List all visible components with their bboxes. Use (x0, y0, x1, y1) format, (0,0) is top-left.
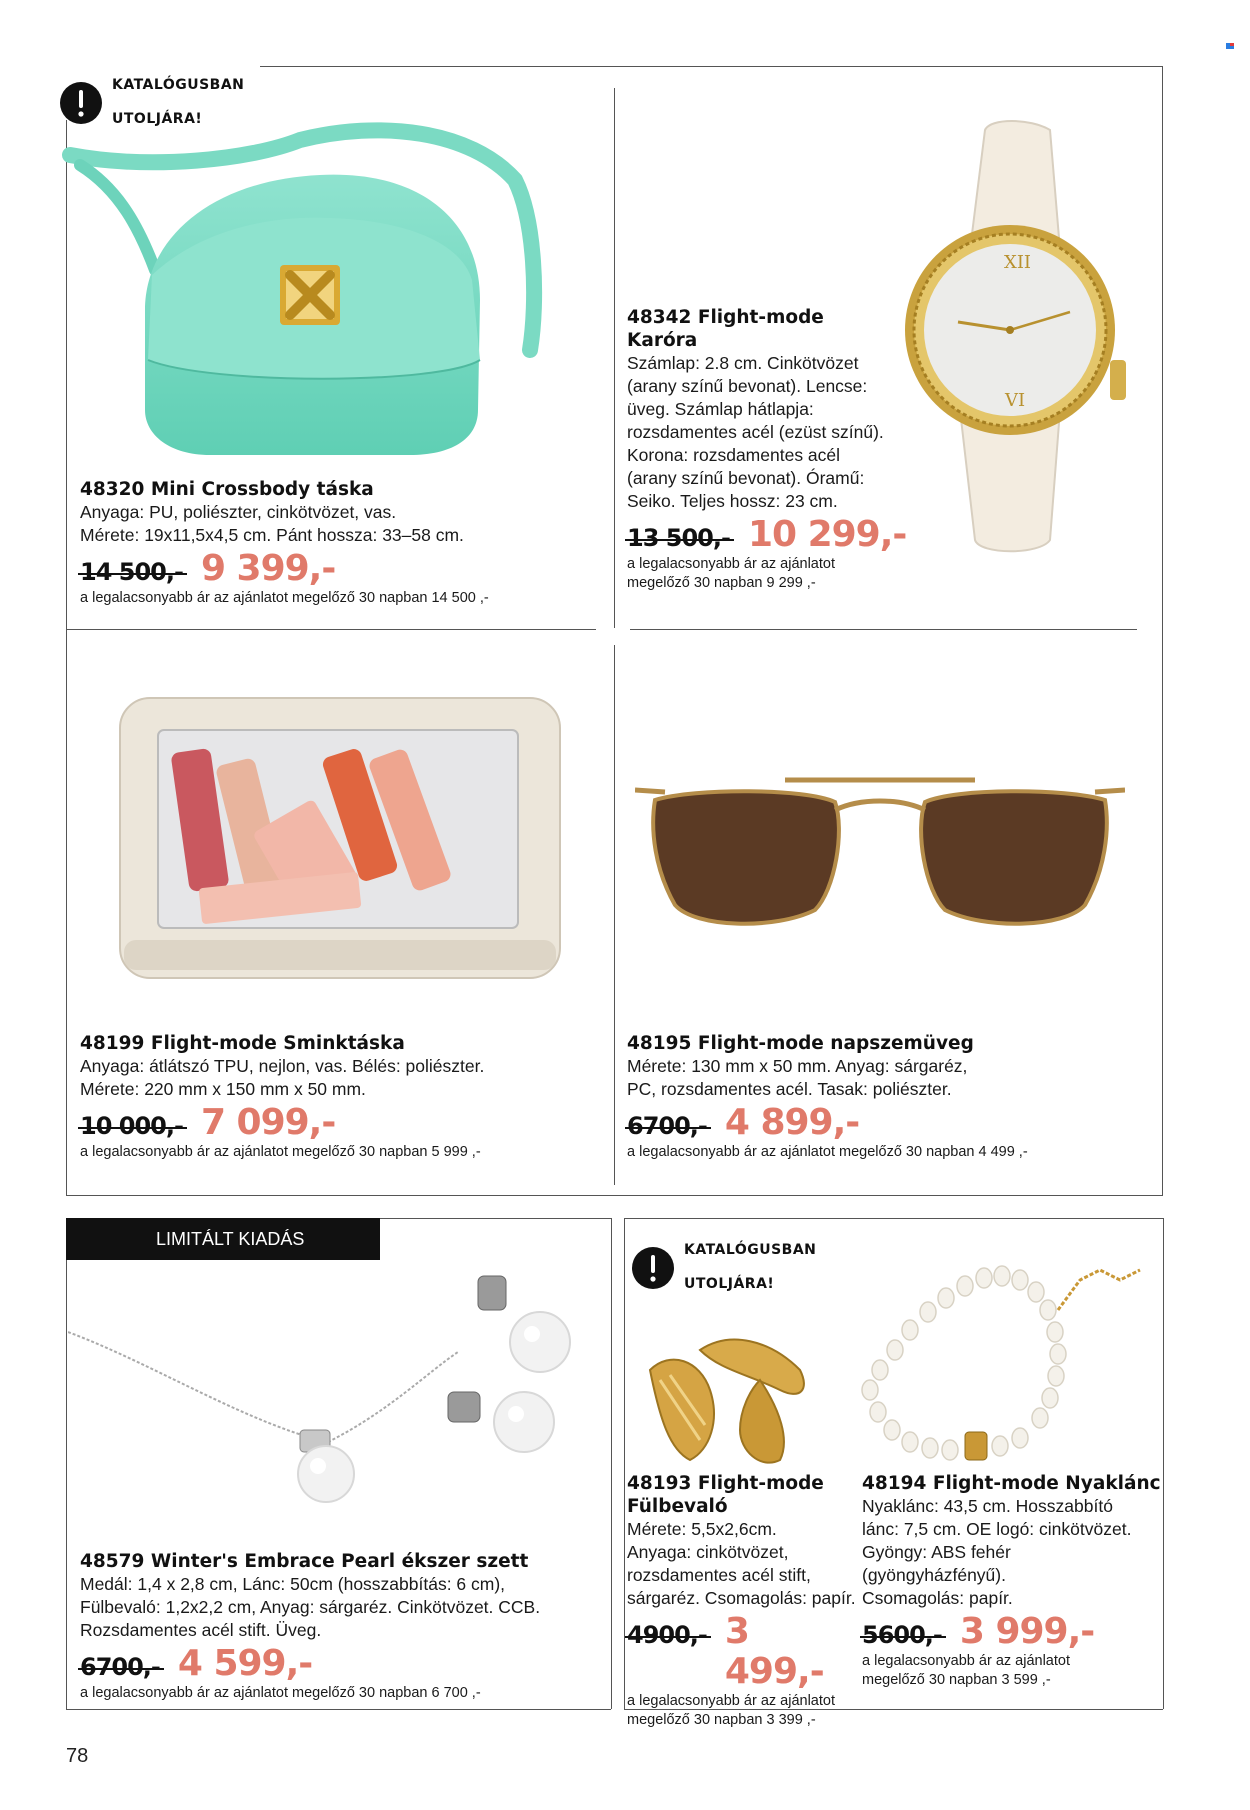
sunglasses-image (635, 760, 1125, 940)
old-price: 13 500,- (627, 524, 730, 552)
ribbon-label: LIMITÁLT KIADÁS (156, 1228, 305, 1249)
old-price: 4900,- (627, 1621, 707, 1649)
makeup-bag-image (110, 690, 570, 990)
lowest-price-note: a legalacsonyabb ár az ajánlatot megelőző 30 napban 3 399 ,- (627, 1693, 835, 1728)
bottom-left-frame-top (380, 1218, 611, 1219)
new-price: 7 099,- (200, 1102, 336, 1143)
product-name: Mini Crossbody táska (150, 479, 374, 500)
limited-edition-ribbon (66, 1218, 380, 1260)
top-frame-top-edge (260, 66, 1163, 67)
new-price: 10 299,- (747, 514, 907, 555)
product-necklace (862, 1472, 1162, 1690)
bottom-right-frame-top (624, 1218, 1163, 1219)
lowest-price-note: a legalacsonyabb ár az ajánlatot megelőző 30 napban 4 499 ,- (627, 1144, 1028, 1160)
product-description: Mérete: 5,5x2,6cm. Anyaga: cinkötvözet, rozsdamentes acél stift, sárgaréz. Csomagolás: papír. (627, 1519, 856, 1608)
product-code: 48194 (862, 1473, 927, 1494)
product-description: Anyaga: átlátszó TPU, nejlon, vas. Bélés: poliészter. Mérete: 220 mm x 150 mm x 50 mm. (80, 1056, 485, 1099)
old-price: 6700,- (627, 1112, 707, 1140)
product-name: Flight-mode Fülbevaló (627, 1473, 824, 1517)
new-price: 9 399,- (200, 548, 336, 589)
svg-text:XII: XII (1004, 252, 1032, 273)
product-description: Medál: 1,4 x 2,8 cm, Lánc: 50cm (hosszabbítás: 6 cm), Fülbevaló: 1,2x2,2 cm, Anyag: sárgaréz. Cinkötvözet. CCB. Rozsdamentes acél stift. Üveg. (80, 1574, 541, 1640)
corner-mark (1226, 36, 1234, 42)
product-description: Mérete: 130 mm x 50 mm. Anyag: sárgaréz, PC, rozsdamentes acél. Tasak: poliészter. (627, 1056, 968, 1099)
lowest-price-note: a legalacsonyabb ár az ajánlatot megelőző 30 napban 14 500 ,- (80, 590, 489, 606)
product-makeup-bag (80, 1032, 600, 1162)
new-price: 4 899,- (724, 1102, 860, 1143)
product-code: 48199 (80, 1033, 145, 1054)
product-description: Nyaklánc: 43,5 cm. Hosszabbító lánc: 7,5 cm. OE logó: cinkötvözet. Gyöngy: ABS fehér (gyöngyházfényű). Csomagolás: papír. (862, 1496, 1132, 1608)
lowest-price-note: a legalacsonyabb ár az ajánlatot megelőző 30 napban 5 999 ,- (80, 1144, 481, 1160)
product-name: Flight-mode Karóra (627, 307, 824, 351)
page-number: 78 (66, 1745, 89, 1767)
top-left-divider (66, 629, 596, 630)
lowest-price-note: a legalacsonyabb ár az ajánlatot megelőző 30 napban 6 700 ,- (80, 1685, 481, 1701)
bottom-right-frame-right (1163, 1218, 1164, 1709)
product-code: 48193 (627, 1473, 692, 1494)
pearl-set-image (68, 1262, 608, 1542)
bottom-left-frame-right (611, 1218, 612, 1709)
bottom-right-frame-left (624, 1218, 625, 1709)
product-code: 48195 (627, 1033, 692, 1054)
earrings-image (640, 1330, 840, 1480)
top-right-divider (630, 629, 1137, 630)
badge-line-2: UTOLJÁRA! (684, 1276, 775, 1292)
product-earrings (627, 1472, 857, 1730)
new-price: 4 599,- (177, 1643, 313, 1684)
product-name: Flight-mode Nyaklánc (932, 1473, 1161, 1494)
product-code: 48579 (80, 1551, 145, 1572)
old-price: 14 500,- (80, 558, 183, 586)
lowest-price-note: a legalacsonyabb ár az ajánlatot megelőző 30 napban 9 299 ,- (627, 556, 835, 591)
product-crossbody (80, 478, 600, 608)
badge-line-1: KATALÓGUSBAN (684, 1242, 817, 1258)
product-description: Anyaga: PU, poliészter, cinkötvözet, vas. Mérete: 19x11,5x4,5 cm. Pánt hossza: 33–58 cm. (80, 502, 464, 545)
product-code: 48342 (627, 307, 692, 328)
product-watch (627, 306, 927, 593)
new-price: 3 999,- (959, 1611, 1095, 1652)
product-name: Flight-mode Sminktáska (150, 1033, 405, 1054)
bottom-left-frame-left (66, 1218, 67, 1709)
lowest-price-note: a legalacsonyabb ár az ajánlatot megelőző 30 napban 3 599 ,- (862, 1653, 1070, 1688)
exclamation-icon (632, 1247, 674, 1289)
new-price: 3 499,- (724, 1611, 824, 1692)
old-price: 6700,- (80, 1653, 160, 1681)
product-name: Winter's Embrace Pearl ékszer szett (150, 1551, 529, 1572)
old-price: 10 000,- (80, 1112, 183, 1140)
bottom-left-frame-bottom (66, 1709, 611, 1710)
product-name: Flight-mode napszemüveg (697, 1033, 974, 1054)
necklace-image (850, 1240, 1160, 1490)
last-in-catalog-badge (632, 1225, 816, 1310)
top-divider-vertical (614, 88, 615, 628)
svg-text:VI: VI (1005, 390, 1026, 411)
badge-line-2: UTOLJÁRA! (112, 111, 203, 127)
product-sunglasses (627, 1032, 1147, 1162)
old-price: 5600,- (862, 1621, 942, 1649)
crossbody-bag-image (60, 110, 560, 470)
product-description: Számlap: 2.8 cm. Cinkötvözet (arany színű bevonat). Lencse: üveg. Számlap hátlapja: rozsdamentes acél (ezüst színű). Korona: rozsdamentes acél (arany színű bevonat). Óramű: Seiko. Teljes hossz: 23 cm. (627, 353, 884, 511)
product-pearl-set (80, 1550, 600, 1703)
badge-line-1: KATALÓGUSBAN (112, 77, 245, 93)
product-code: 48320 (80, 479, 145, 500)
mid-divider-vertical (614, 645, 615, 1185)
watch-image (900, 110, 1150, 560)
